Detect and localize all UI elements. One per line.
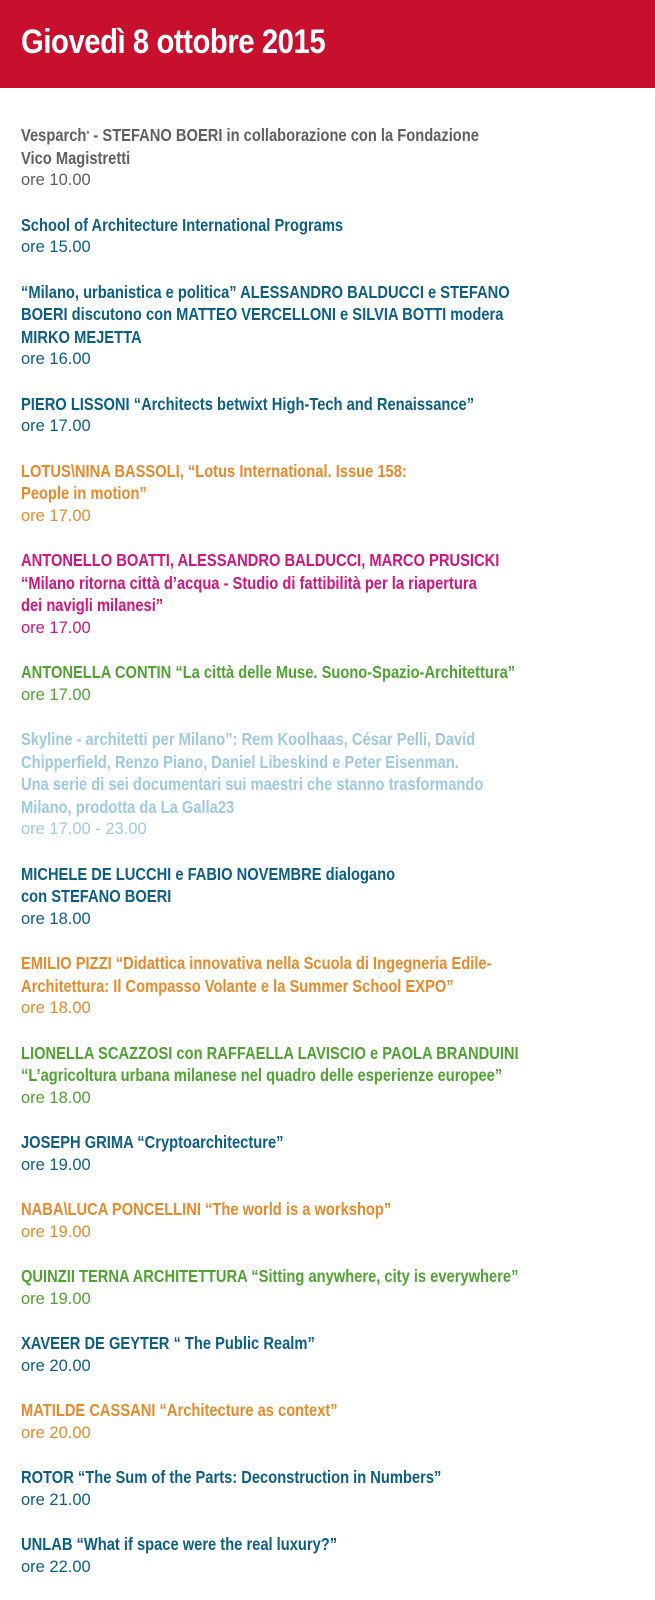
event-title: LOTUS\NINA BASSOLI, “Lotus International. Issue 158: People in motion” (21, 460, 407, 503)
event-item (21, 863, 655, 930)
event-time: ore 20.00 (21, 1356, 91, 1375)
event-time: ore 15.00 (21, 238, 91, 256)
event-title: JOSEPH GRIMA “Cryptoarchitecture” (21, 1132, 284, 1152)
event-time: ore 22.00 (21, 1557, 91, 1576)
event-title: NABA\LUCA PONCELLINI “The world is a workshop” (21, 1199, 392, 1219)
event-time: ore 18.00 (21, 909, 91, 928)
event-title-main: Vesparch (21, 125, 87, 145)
event-title: UNLAB “What if space were the real luxury?” (21, 1534, 338, 1554)
event-time: ore 17.00 (21, 685, 91, 704)
event-time: ore 21.00 (21, 1490, 91, 1509)
event-time: ore 18.00 (21, 999, 91, 1017)
event-list (21, 124, 655, 1600)
event-title: Skyline - architetti per Milano”: Rem Koolhaas, César Pelli, David Chipperfield, Renzo Piano, Daniel Libeskind e Peter Eisenman. Una serie di sei documentari sui maestri che stanno trasformando Milano, prodotta da La Galla23 (21, 729, 484, 817)
event-title: MICHELE DE LUCCHI e FABIO NOVEMBRE dialogano con STEFANO BOERI (21, 863, 396, 906)
event-item (21, 1198, 655, 1243)
event-time: ore 17.00 - 23.00 (21, 820, 147, 838)
event-item (21, 1131, 655, 1176)
event-time: ore 10.00 (21, 171, 91, 189)
event-item (21, 214, 655, 259)
event-title: QUINZII TERNA ARCHITETTURA “Sitting anywhere, city is everywhere” (21, 1266, 519, 1286)
event-item (21, 393, 655, 438)
event-item (21, 661, 655, 706)
page-title: Giovedì 8 ottobre 2015 (21, 23, 326, 61)
event-item (21, 1399, 655, 1444)
event-time: ore 17.00 (21, 618, 91, 637)
event-title: XAVEER DE GEYTER “ The Public Realm” (21, 1333, 315, 1353)
event-title-asterisk: * (86, 129, 90, 139)
event-item (21, 728, 655, 840)
event-title: MATILDE CASSANI “Architecture as context” (21, 1400, 338, 1420)
event-item (21, 1265, 655, 1310)
event-title: ROTOR “The Sum of the Parts: Deconstruction in Numbers” (21, 1467, 442, 1487)
event-time: ore 18.00 (21, 1088, 91, 1107)
event-title: LIONELLA SCAZZOSI con RAFFAELLA LAVISCIO e PAOLA BRANDUINI “L’agricoltura urbana milanese nel quadro delle esperienze europee” (21, 1042, 519, 1085)
event-title: ANTONELLA CONTIN “La città delle Muse. Suono-Spazio-Architettura” (21, 662, 516, 682)
event-item (21, 460, 655, 527)
event-item (21, 1332, 655, 1377)
event-time: ore 16.00 (21, 350, 91, 368)
event-time: ore 19.00 (21, 1155, 91, 1174)
event-time: ore 19.00 (21, 1222, 91, 1241)
event-item (21, 281, 655, 371)
event-time: ore 17.00 (21, 506, 91, 525)
event-time: ore 20.00 (21, 1423, 91, 1442)
event-time: ore 19.00 (21, 1289, 91, 1308)
event-title: EMILIO PIZZI “Didattica innovativa nella Scuola di Ingegneria Edile- Architettura: Il Compasso Volante e la Summer School EXPO” (21, 953, 492, 996)
event-item (21, 124, 655, 191)
event-item (21, 1533, 655, 1578)
event-title (21, 124, 638, 169)
event-title: PIERO LISSONI “Architects betwixt High-Tech and Renaissance” (21, 393, 475, 414)
event-title-rest: - STEFANO BOERI in collaborazione con la Fondazione Vico Magistretti (21, 125, 479, 168)
header-bar (0, 0, 655, 88)
event-title: ANTONELLO BOATTI, ALESSANDRO BALDUCCI, MARCO PRUSICKI “Milano ritorna città d’acqua - Studio di fattibilità per la riapertura dei navigli milanesi” (21, 550, 500, 615)
event-title: School of Architecture International Programs (21, 214, 344, 235)
event-item (21, 1042, 655, 1109)
event-item (21, 952, 655, 1019)
event-item (21, 1466, 655, 1511)
event-time: ore 17.00 (21, 417, 91, 435)
event-item (21, 549, 655, 639)
event-title: “Milano, urbanistica e politica” ALESSANDRO BALDUCCI e STEFANO BOERI discutono con MATTEO VERCELLONI e SILVIA BOTTI modera MIRKO MEJETTA (21, 281, 510, 347)
